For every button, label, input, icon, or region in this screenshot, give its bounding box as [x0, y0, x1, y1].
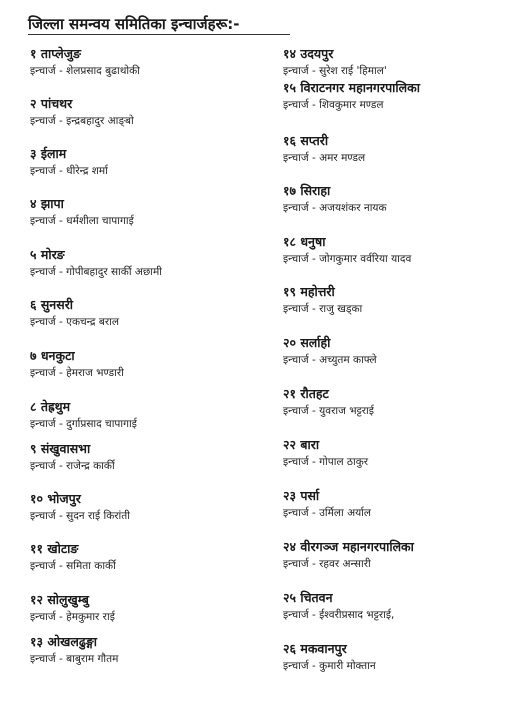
district-name: ६ सुनसरी: [30, 297, 74, 312]
district-name: ५ मोरङ: [30, 247, 65, 262]
incharge-name: इन्चार्ज - ईश्वरीप्रसाद भट्टराई,: [283, 609, 395, 621]
district-name: १० भोजपुर: [30, 491, 81, 506]
incharge-name: इन्चार्ज - गोपीबहादुर सार्की अछामी: [30, 266, 162, 278]
district-name: २३ पर्सा: [283, 488, 320, 503]
incharge-name: इन्चार्ज - जोगकुमार वर्वरिया यादव: [283, 253, 412, 265]
incharge-name: इन्चार्ज - सुरेश राई 'हिमाल': [283, 65, 387, 77]
district-name: १८ धनुषा: [283, 234, 326, 249]
district-name: १३ ओखलढुङ्गा: [30, 634, 98, 649]
incharge-name: इन्चार्ज - युवराज भट्टराई: [283, 405, 374, 417]
district-name: २० सर्लाही: [283, 335, 331, 350]
district-entry: [30, 348, 270, 381]
district-entry: [30, 541, 270, 574]
district-name: ९ संखुवासभा: [30, 441, 91, 456]
district-entry: [283, 284, 508, 317]
district-name: १९ महोत्तरी: [283, 284, 335, 299]
incharge-name: इन्चार्ज - समिता कार्की: [30, 560, 116, 572]
district-name: १५ विराटनगर महानगरपालिका: [283, 80, 420, 95]
district-name: ४ झापा: [30, 196, 64, 211]
district-entry: [283, 488, 508, 521]
district-name: १२ सोलुखुम्बु: [30, 592, 89, 607]
district-name: २२ बारा: [283, 437, 320, 452]
incharge-name: इन्चार्ज - धीरेन्द्र शर्मा: [30, 165, 108, 177]
incharge-name: इन्चार्ज - शेलप्रसाद बुढाथोकी: [30, 65, 140, 77]
district-entry: [30, 196, 270, 229]
district-entry: [283, 386, 508, 419]
incharge-name: इन्चार्ज - अच्युतम काफ्ले: [283, 354, 377, 366]
district-name: ८ तेह्रथुम: [30, 399, 71, 414]
incharge-name: इन्चार्ज - गोपाल ठाकुर: [283, 456, 369, 468]
incharge-name: इन्चार्ज - हेमकुमार राई: [30, 611, 115, 623]
district-entry: [283, 335, 508, 368]
district-name: ११ खोटाङ: [30, 541, 79, 556]
district-name: १७ सिराहा: [283, 183, 331, 198]
district-entry: [30, 592, 270, 625]
district-entry: [283, 46, 508, 79]
incharge-name: इन्चार्ज - अमर मण्डल: [283, 152, 366, 164]
incharge-name: इन्चार्ज - रहवर अन्सारी: [283, 558, 371, 570]
district-entry: [283, 133, 508, 166]
incharge-name: इन्चार्ज - राजु खड्का: [283, 303, 363, 315]
district-entry: [30, 96, 270, 129]
district-name: १ ताप्लेजुङ: [30, 46, 82, 61]
incharge-name: इन्चार्ज - हेमराज भण्डारी: [30, 367, 124, 379]
title-underline: [28, 34, 290, 35]
district-entry: [30, 146, 270, 179]
incharge-name: इन्चार्ज - बाबुराम गौतम: [30, 653, 119, 665]
district-name: १४ उदयपुर: [283, 46, 334, 61]
district-entry: [30, 441, 270, 474]
district-entry: [30, 634, 270, 667]
incharge-name: इन्चार्ज - उर्मिला अर्याल: [283, 507, 372, 519]
district-entry: [283, 641, 508, 674]
incharge-name: इन्चार्ज - कुमारी मोक्तान: [283, 660, 376, 672]
district-entry: [30, 297, 270, 330]
district-name: २५ चितवन: [283, 590, 333, 605]
district-entry: [283, 590, 508, 623]
district-entry: [283, 437, 508, 470]
incharge-name: इन्चार्ज - धर्मशीला चापागाई: [30, 215, 134, 227]
district-name: २ पांचथर: [30, 96, 73, 111]
district-entry: [283, 183, 508, 216]
district-entry: [283, 234, 508, 267]
district-name: ७ धनकुटा: [30, 348, 75, 363]
district-entry: [30, 247, 270, 280]
district-name: २१ रौतहट: [283, 386, 329, 401]
district-entry: [30, 46, 270, 79]
incharge-name: इन्चार्ज - दुर्गाप्रसाद चापागाई: [30, 418, 137, 430]
incharge-name: इन्चार्ज - राजेन्द्र कार्की: [30, 460, 115, 472]
district-entry: [283, 80, 508, 113]
district-name: २४ वीरगञ्ज महानगरपालिका: [283, 539, 414, 554]
district-name: ३ ईलाम: [30, 146, 67, 161]
incharge-name: इन्चार्ज - एकचन्द्र बराल: [30, 316, 119, 328]
district-entry: [30, 399, 270, 432]
district-name: २६ मकवानपुर: [283, 641, 347, 656]
district-entry: [283, 539, 508, 572]
incharge-name: इन्चार्ज - अजयशंकर नायक: [283, 202, 387, 214]
district-name: १६ सप्तरी: [283, 133, 329, 148]
incharge-name: इन्चार्ज - इन्द्रबहादुर आङ्बो: [30, 115, 134, 127]
district-entry: [30, 491, 270, 524]
page-title: जिल्ला समन्वय समितिका इन्चार्जहरू:-: [28, 15, 240, 33]
incharge-name: इन्चार्ज - शिवकुमार मण्डल: [283, 99, 384, 111]
incharge-name: इन्चार्ज - सुदन राई किरांती: [30, 510, 130, 522]
